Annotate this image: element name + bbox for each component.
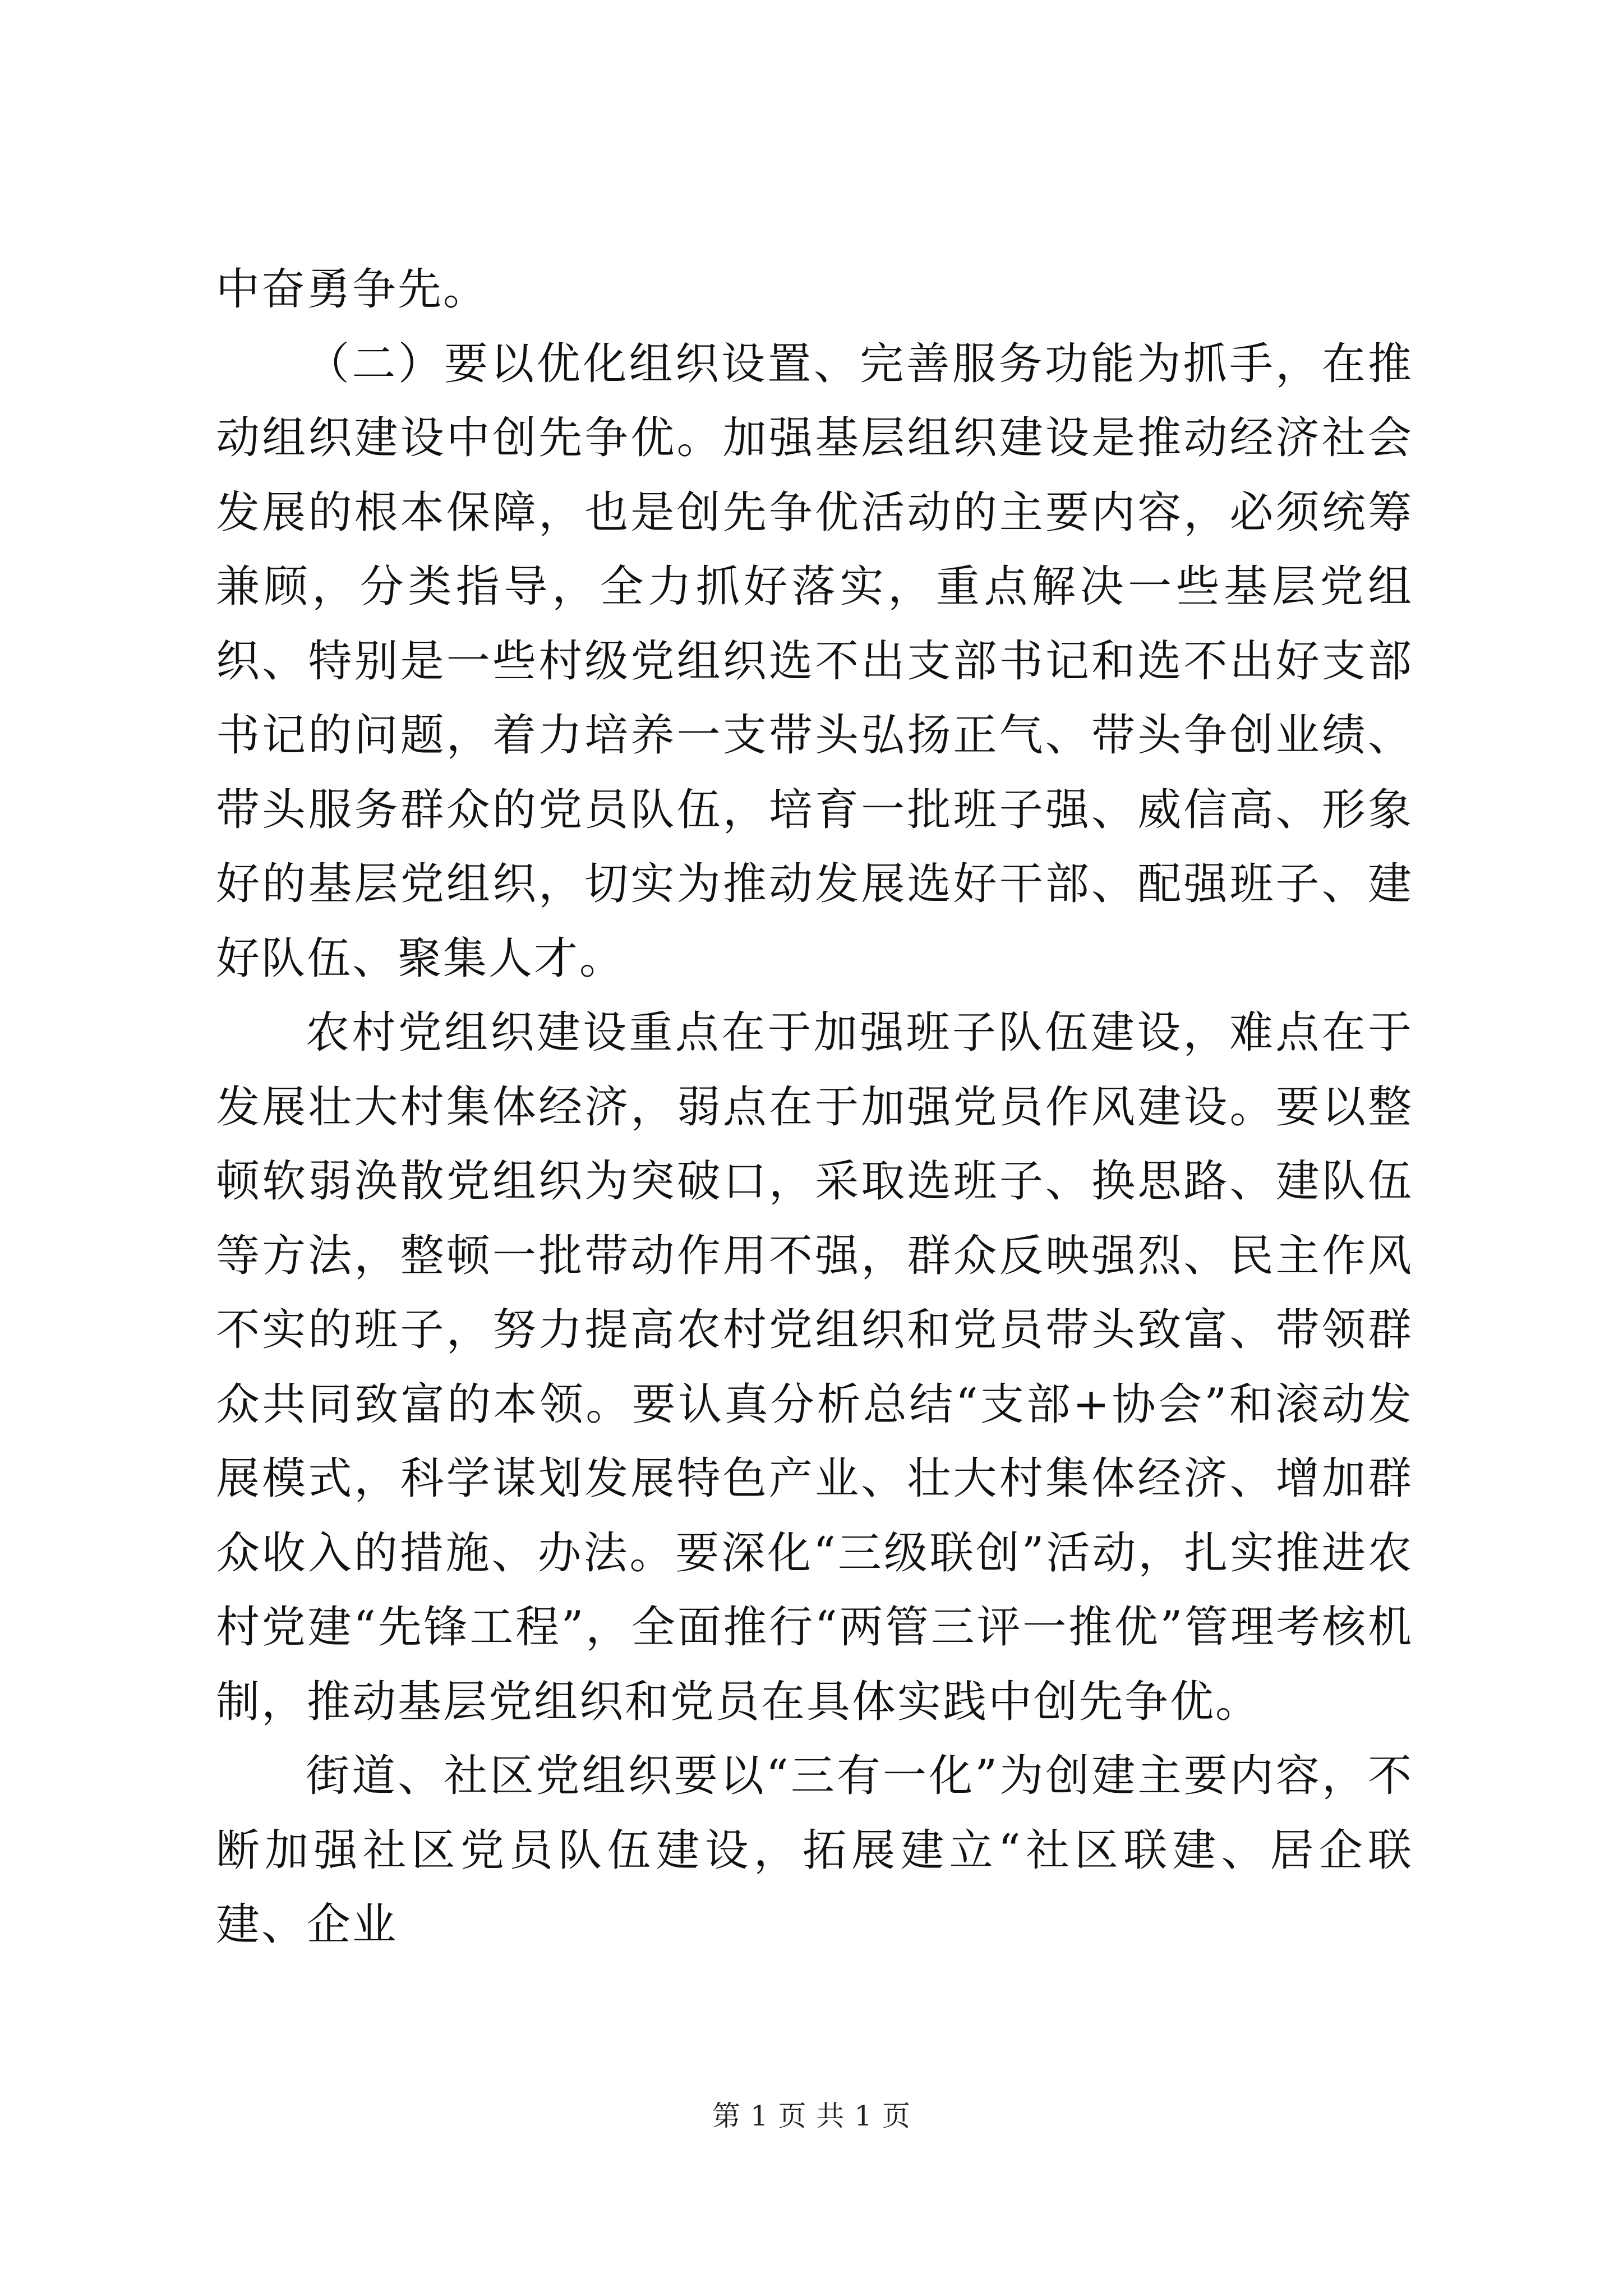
paragraph-community-party: 街道、社区党组织要以“三有一化”为创建主要内容，不断加强社区党员队伍建设，拓展建立“社区联建、居企联建、企业 [216,1751,1413,1950]
paragraph-continuation: 中奋勇争先。 [216,264,489,315]
paragraph-rural-party: 农村党组织建设重点在于加强班子队伍建设，难点在于发展壮大村集体经济，弱点在于加强党员作风建设。要以整顿软弱涣散党组织为突破口，采取选班子、换思路、建队伍等方法，整顿一批带动作用不强，群众反映强烈、民主作风不实的班子，努力提高农村党组织和党员带头致富、带领群众共同致富的本领。要认真分析总结“支部+协会”和滚动发展模式，科学谋划发展特色产业、壮大村集体经济、增加群众收入的措施、办法。要深化“三级联创”活动，扎实推进农村党建“先锋工程”，全面推行“两管三评一推优”管理考核机制，推动基层党组织和党员在具体实践中创先争优。 [216,1007,1413,1727]
page-footer: 第 1 页 共 1 页 [712,2100,911,2132]
document-body [216,252,1413,1962]
paragraph-organization-building: （二）要以优化组织设置、完善服务功能为抓手，在推动组织建设中创先争优。加强基层组织建设是推动经济社会发展的根本保障，也是创先争优活动的主要内容，必须统筹兼顾，分类指导，全力抓好落实，重点解决一些基层党组织、特别是一些村级党组织选不出支部书记和选不出好支部书记的问题，着力培养一支带头弘扬正气、带头争创业绩、带头服务群众的党员队伍，培育一批班子强、威信高、形象好的基层党组织，切实为推动发展选好干部、配强班子、建好队伍、聚集人才。 [216,338,1413,984]
